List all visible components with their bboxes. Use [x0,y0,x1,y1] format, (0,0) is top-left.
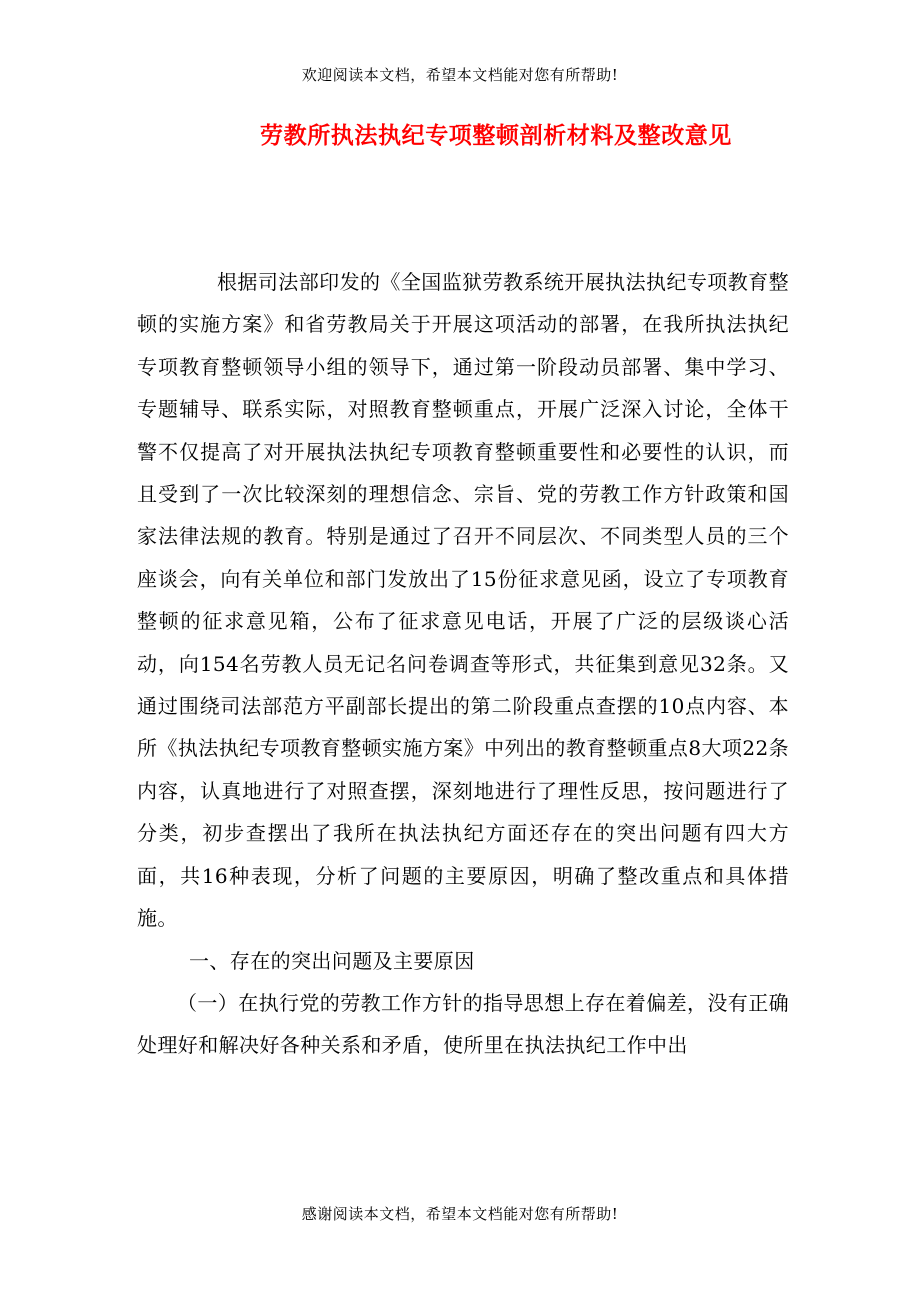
section-heading-1: 一、存在的突出问题及主要原因 [189,948,475,973]
intro-paragraph: 根据司法部印发的《全国监狱劳教系统开展执法执纪专项教育整顿的实施方案》和省劳教局关于开展这项活动的部署，在我所执法执纪专项教育整顿领导小组的领导下，通过第一阶段动员部署、集中学习、专题辅导、联系实际，对照教育整顿重点，开展广泛深入讨论，全体干警不仅提高了对开展执法执纪专项教育整顿重要性和必要性的认识，而且受到了一次比较深刻的理想信念、宗旨、党的劳教工作方针政策和国家法律法规的教育。特别是通过了召开不同层次、不同类型人员的三个座谈会，向有关单位和部门发放出了15份征求意见函，设立了专项教育整顿的征求意见箱，公布了征求意见电话，开展了广泛的层级谈心活动，向154名劳教人员无记名问卷调查等形式，共征集到意见32条。又通过围绕司法部范方平副部长提出的第二阶段重点查摆的10点内容、本所《执法执纪专项教育整顿实施方案》中列出的教育整顿重点8大项22条内容，认真地进行了对照查摆，深刻地进行了理性反思，按问题进行了分类，初步查摆出了我所在执法执纪方面还存在的突出问题有四大方面，共16种表现，分析了问题的主要原因，明确了整改重点和具体措施。 [137,270,789,931]
header-note: 欢迎阅读本文档，希望本文档能对您有所帮助! [301,66,619,84]
document-body [137,261,789,1067]
document-title: 劳教所执法执纪专项整顿剖析材料及整改意见 [260,122,732,149]
footer-note: 感谢阅读本文档，希望本文档能对您有所帮助! [301,1205,619,1223]
subsection-paragraph-1: （一）在执行党的劳教工作方针的指导思想上存在着偏差，没有正确处理好和解决好各种关系和矛盾，使所里在执法执纪工作中出 [137,990,789,1058]
